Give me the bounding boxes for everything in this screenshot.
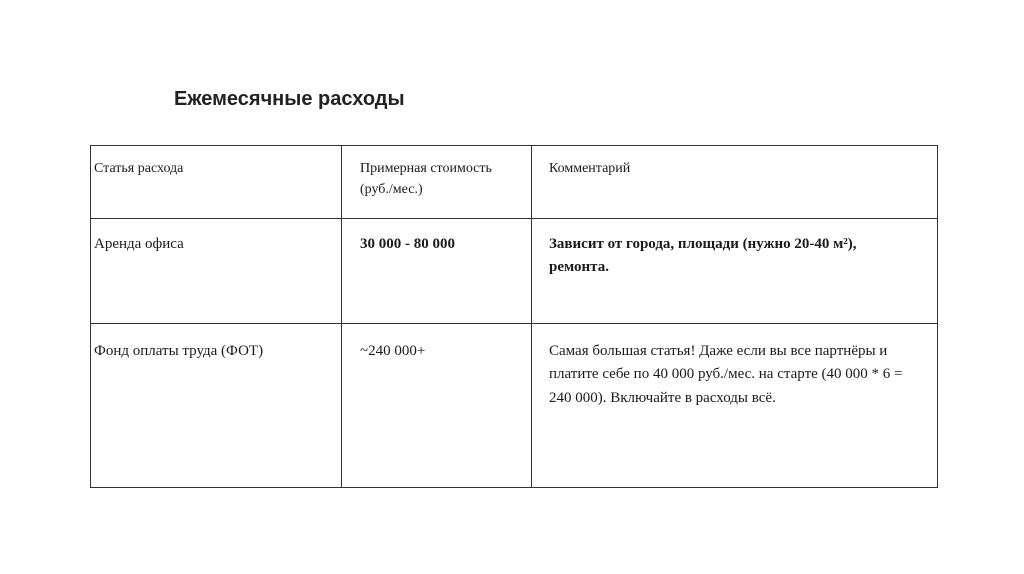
- cell-comment: Самая большая статья! Даже если вы все партнёры и платите себе по 40 000 руб./мес. на старте (40 000 * 6 = 240 000). Включайте в расходы всё.: [532, 324, 938, 488]
- cell-comment: Зависит от города, площади (нужно 20-40 м²), ремонта.: [532, 219, 938, 324]
- table-row: [91, 324, 938, 488]
- header-cell-item: Статья расхода: [91, 146, 342, 219]
- header-cell-comment: Комментарий: [532, 146, 938, 219]
- cell-cost: ~240 000+: [342, 324, 532, 488]
- cell-item: Фонд оплаты труда (ФОТ): [91, 324, 342, 488]
- page-title: Ежемесячные расходы: [174, 88, 405, 110]
- cell-cost: 30 000 - 80 000: [342, 219, 532, 324]
- table-header-row: [91, 146, 938, 219]
- table-row: [91, 219, 938, 324]
- header-cell-cost: Примерная стоимость (руб./мес.): [342, 146, 532, 219]
- expenses-table: [90, 145, 938, 488]
- cell-item: Аренда офиса: [91, 219, 342, 324]
